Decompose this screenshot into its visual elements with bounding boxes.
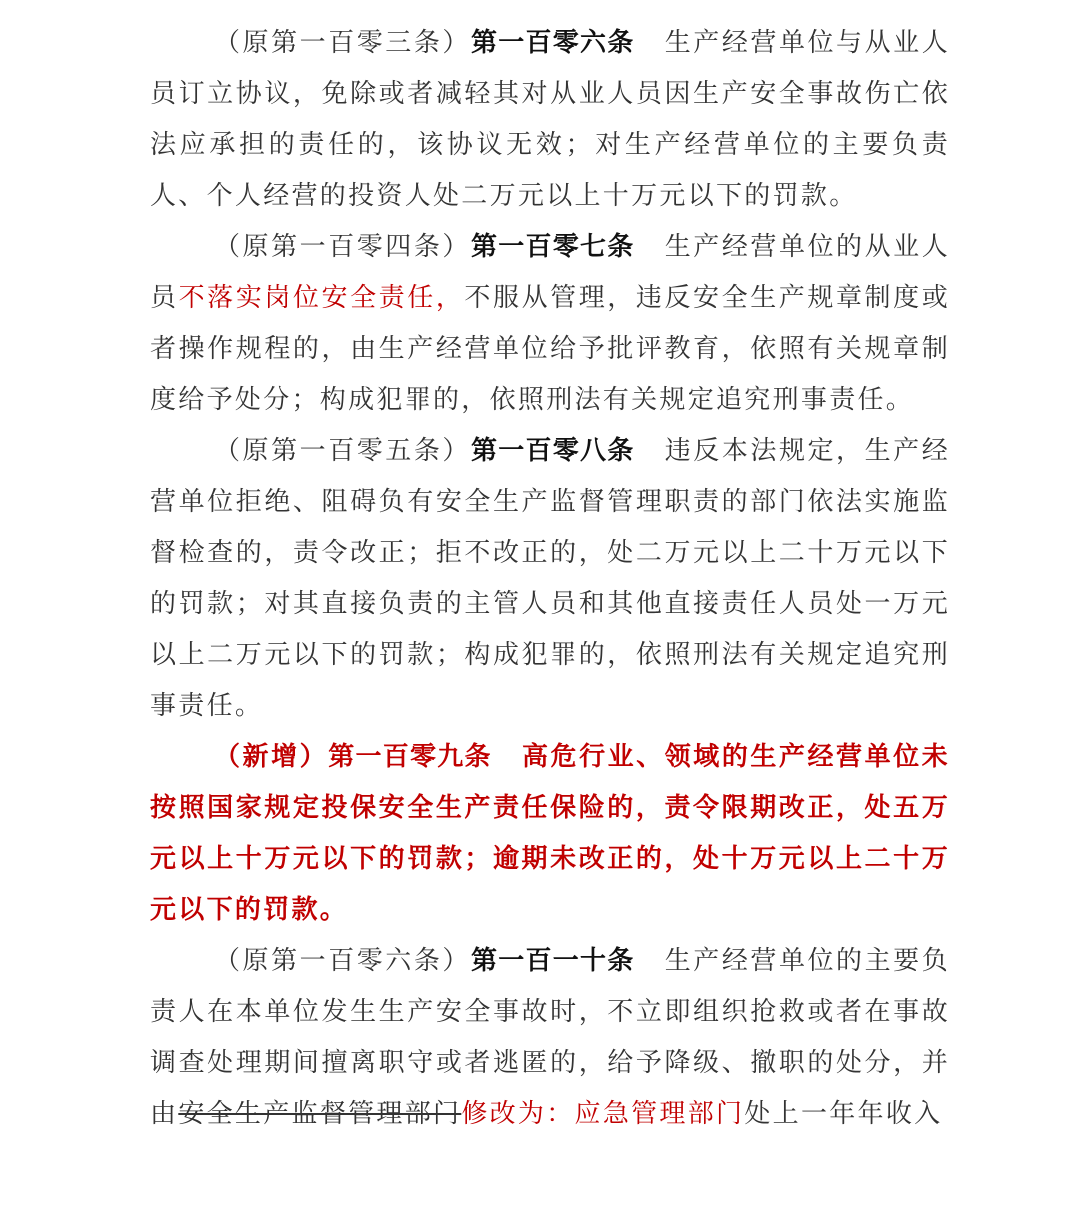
article-body: 生产经营单位的主要负责人在本单位发生生产安全事故时，不立即组织抢救或者在事故调查处理期间擅离职守或者逃匿的，给予降级、撤职的处分，并由 xyxy=(150,946,950,1129)
article-body: 违反本法规定，生产经营单位拒绝、阻碍负有安全生产监督管理职责的部门依法实施监督检查的，责令改正；拒不改正的，处二万元以上二十万元以下的罚款；对其直接负责的主管人员和其他直接责任人员处一万元以上二万元以下的罚款；构成犯罪的，依照刑法有关规定追究刑事责任。 xyxy=(150,436,950,721)
article-body: 生产经营单位与从业人员订立协议，免除或者减轻其对从业人员因生产安全事故伤亡依法应承担的责任的，该协议无效；对生产经营单位的主要负责人、个人经营的投资人处二万元以上十万元以下的罚款。 xyxy=(150,28,950,211)
document-page xyxy=(150,18,950,1140)
added-text: 不落实岗位安全责任， xyxy=(178,283,465,313)
article-body: 高危行业、领域的生产经营单位未按照国家规定投保安全生产责任保险的，责令限期改正，处五万元以上十万元以下的罚款；逾期未改正的，处十万元以上二十万元以下的罚款。 xyxy=(150,742,950,925)
article-108-paragraph xyxy=(150,426,950,732)
article-109-paragraph xyxy=(150,732,950,936)
article-number: 第一百零九条 xyxy=(328,742,492,772)
article-number: 第一百零六条 xyxy=(470,28,635,58)
original-article-ref: （原第一百零五条） xyxy=(214,436,471,466)
original-article-ref: （原第一百零六条） xyxy=(214,946,471,976)
amendment-text: 修改为：应急管理部门 xyxy=(461,1099,745,1129)
article-number: 第一百零八条 xyxy=(470,436,635,466)
article-106-paragraph xyxy=(150,18,950,222)
new-article-tag: （新增） xyxy=(214,742,329,772)
original-article-ref: （原第一百零三条） xyxy=(214,28,471,58)
article-number: 第一百一十条 xyxy=(470,946,635,976)
article-body-continued: 处上一年年收入 xyxy=(744,1099,943,1129)
deleted-text: 安全生产监督管理部门 xyxy=(178,1099,462,1129)
article-number: 第一百零七条 xyxy=(470,232,635,262)
article-107-paragraph xyxy=(150,222,950,426)
article-body-continued: 不服从管理，违反安全生产规章制度或者操作规程的，由生产经营单位给予批评教育，依照有关规章制度给予处分；构成犯罪的，依照刑法有关规定追究刑事责任。 xyxy=(150,283,950,415)
article-110-paragraph xyxy=(150,936,950,1140)
article-body: 生产经营单位的从业人员 xyxy=(150,232,950,313)
original-article-ref: （原第一百零四条） xyxy=(214,232,471,262)
